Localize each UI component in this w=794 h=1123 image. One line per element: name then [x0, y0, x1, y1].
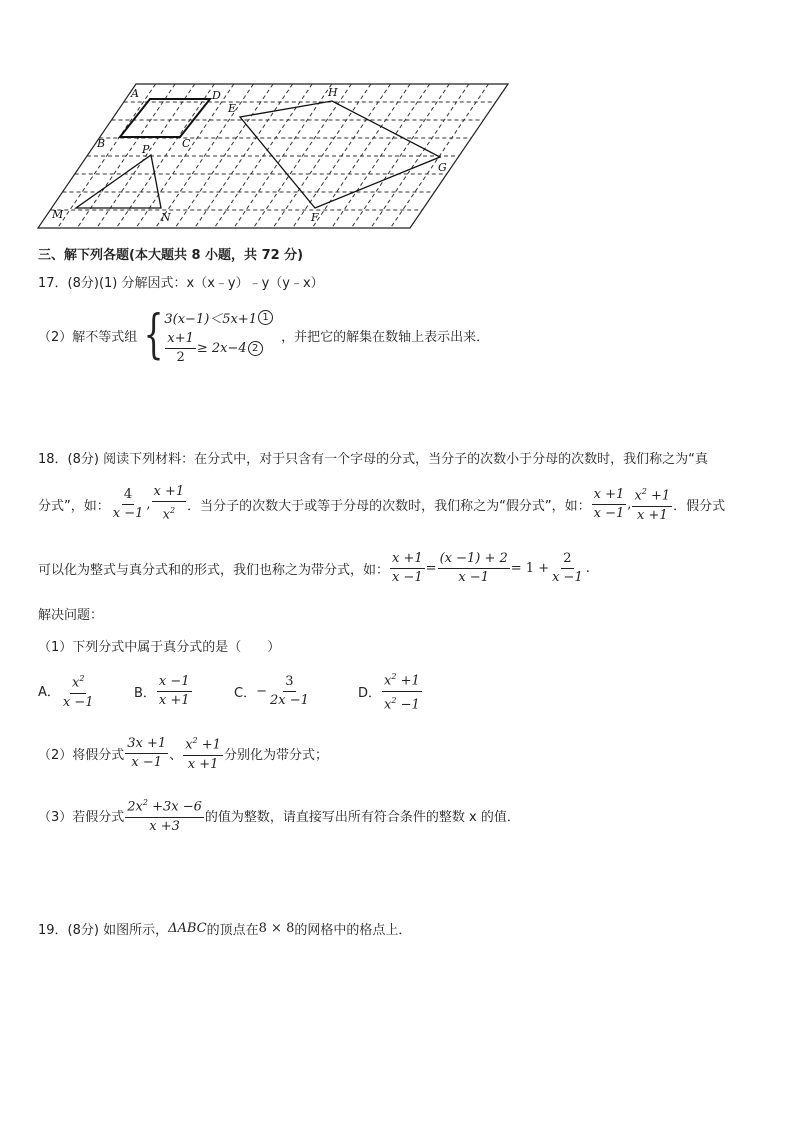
improper-fraction-1: $\frac{3x +1}{x -1}$ [127, 735, 167, 770]
q17-part2 [38, 300, 489, 370]
fraction-denominator: 2 [176, 349, 185, 365]
q18-part3-a: （3）若假分式 [38, 809, 125, 825]
example-proper-1: $\frac{4}{x -1}$ [112, 486, 144, 521]
q18-part2-b: 分别化为带分式； [223, 747, 328, 763]
label-p: P [142, 143, 150, 156]
example-proper-2: $\frac{x +1}{x^2}$ [153, 484, 185, 523]
mixed-example-rhs: $\frac{2}{x -1}$ [552, 550, 583, 585]
label-h: H [328, 86, 338, 99]
option-b-fraction: $\frac{x -1}{x +1}$ [158, 673, 190, 708]
label-c: C [182, 137, 191, 150]
option-b[interactable] [134, 674, 234, 709]
grid-figure [30, 75, 520, 235]
q18-part3 [38, 794, 520, 836]
circled-mark-2: 2 [248, 341, 263, 356]
q18-line1: 18．(8分) 阅读下列材料：在分式中，对于只含有一个字母的分式，当分子的次数小于分母的次数时，我们称之为“真 [38, 452, 708, 467]
improper-fraction-3: $\frac{2x^2 +3x -6}{x +3}$ [125, 795, 204, 834]
option-d-label: D． [358, 685, 382, 701]
label-n: N [161, 211, 171, 224]
q17-part1-text: (1) 分解因式：x（x﹣y）﹣y（y﹣x） [98, 276, 324, 291]
label-m: M [52, 208, 64, 221]
q17-part2-prefix: （2）解不等式组 [38, 329, 138, 345]
inequality-2 [164, 331, 273, 366]
label-e: E [228, 102, 237, 115]
circled-mark-1: 1 [258, 310, 273, 325]
q18-part2: （2）将假分式 $\frac{3x +1}{x -1}$ 、 $\frac{x^2 +1}{x +1}$ 分别化为带分式； [38, 732, 328, 774]
q19-text-a: 19．(8分) 如图所示， [38, 922, 169, 938]
q18-line3: 可以化为整式与真分式和的形式，我们也称之为带分式，如： $\frac{x +1}{x -1}$ = $\frac{(x -1) + 2}{x -1}$ = 1 + $\frac{2}{x -1}$ . [38, 550, 590, 585]
q18-part2-a: （2）将假分式 [38, 747, 125, 763]
option-c[interactable]: C． − $\frac{3}{2x -1}$ [234, 673, 309, 708]
section-title: 三、解下列各题(本大题共 8 小题，共 72 分) [38, 248, 304, 263]
label-b: B [97, 137, 106, 150]
q19-triangle: ΔABC [168, 920, 207, 936]
option-d-fraction: $\frac{x^2 +1}{x^2 -1}$ [382, 669, 422, 713]
label-d: D [212, 89, 221, 102]
quadrilateral-ehgf [240, 101, 440, 208]
improper-fraction-2: $\frac{x^2 +1}{x +1}$ [183, 733, 223, 772]
option-a-fraction: $\frac{x^2}{x -1}$ [61, 671, 96, 710]
q18-line2: 分式”，如： $\frac{4}{x -1}$ , $\frac{x +1}{x^2}$ ．当分子的次数大于或等于分母的次数时，我们称之为“假分式”，如： $\frac{x +1}{x -1}$ , $\frac{x^2 +1}{x +1}$ ．假分式 [38, 484, 726, 523]
system-brace: { [143, 305, 164, 365]
inequality-1-text: 3(x−1)＜5x+1 [164, 312, 258, 327]
label-g: G [438, 161, 447, 174]
q19-text-c: 的网格中的格点上． [294, 922, 412, 938]
option-a[interactable] [38, 671, 134, 710]
option-c-label: C． [234, 685, 257, 701]
q18-line2-a: 分式”，如： [38, 498, 110, 514]
option-b-label: B． [134, 685, 156, 701]
example-improper-2: $\frac{x^2 +1}{x +1}$ [632, 484, 672, 523]
triangle-pmn [76, 155, 161, 208]
q18-options [38, 670, 423, 712]
q18-line2-b: ．当分子的次数大于或等于分母的次数时，我们称之为“假分式”，如： [187, 498, 591, 514]
q19-grid: 8 × 8 [258, 920, 295, 936]
q17-number: 17．(8分) [38, 276, 99, 291]
q19 [38, 916, 411, 940]
inequality-1 [164, 305, 273, 331]
option-c-fraction: $\frac{3}{2x -1}$ [269, 673, 309, 708]
label-f: F [311, 211, 319, 224]
label-a: A [131, 87, 139, 100]
fraction-numerator: x+1 [165, 331, 196, 349]
inequality-2-rest: ≥ 2x−4 [196, 340, 247, 356]
q18-part1: （1）下列分式中属于真分式的是（ ） [38, 640, 281, 655]
q18-part3-b: 的值为整数，请直接写出所有符合条件的整数 x 的值． [204, 809, 520, 825]
q19-text-b: 的顶点在 [206, 922, 259, 938]
q17-part1 [38, 272, 324, 291]
option-a-label: A． [38, 685, 60, 701]
q17-part2-suffix: ，并把它的解集在数轴上表示出来． [281, 329, 490, 345]
square-abcd [120, 99, 210, 137]
grid-dashed-lines [50, 84, 496, 228]
option-d[interactable] [358, 669, 423, 713]
inequality-system [164, 305, 273, 366]
q18-line2-c: ．假分式 [673, 498, 726, 514]
mixed-example-mid: $\frac{(x -1) + 2}{x -1}$ [439, 550, 508, 585]
q18-solve-title: 解决问题： [38, 608, 104, 623]
example-improper-1: $\frac{x +1}{x -1}$ [593, 486, 625, 521]
inequality-2-fraction [165, 331, 196, 366]
mixed-example-lhs: $\frac{x +1}{x -1}$ [392, 550, 423, 585]
q18-line3-a: 可以化为整式与真分式和的形式，我们也称之为带分式，如： [38, 562, 390, 578]
